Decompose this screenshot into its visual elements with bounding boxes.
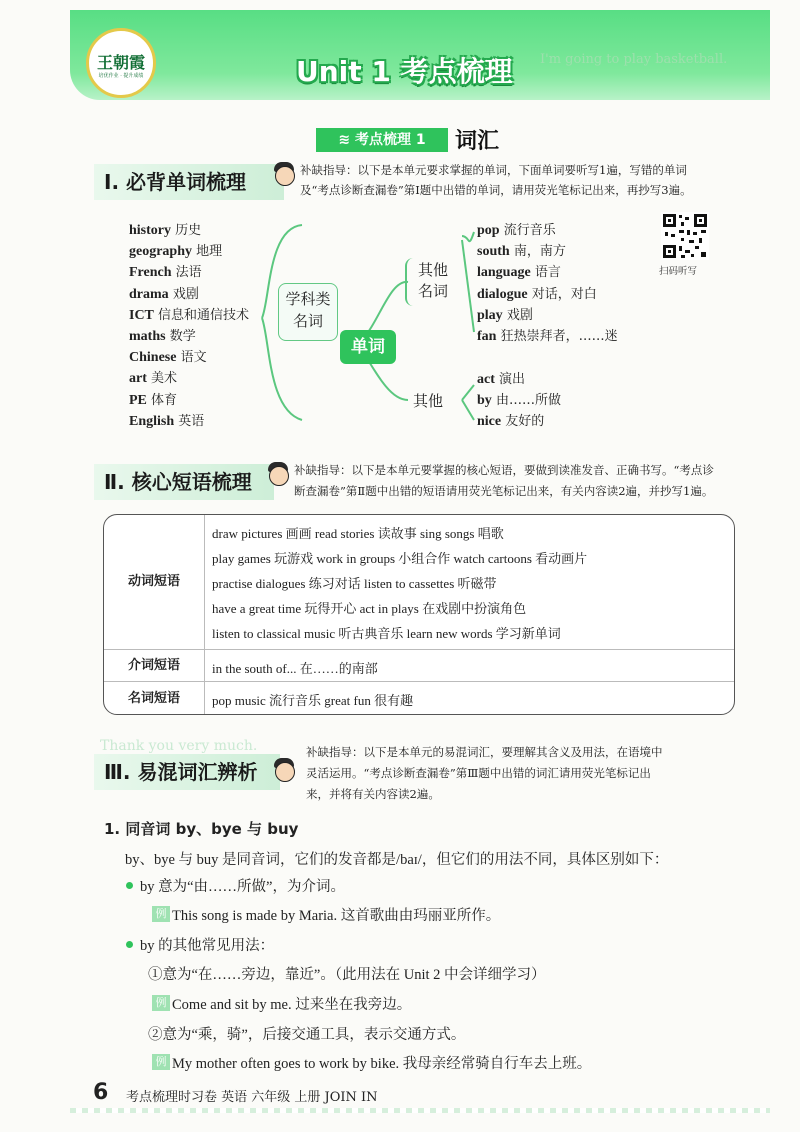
subject-word-list: [129, 220, 249, 432]
part2-note-line1: 补缺指导：以下是本单元要掌握的核心短语，要做到读准发音、正确书写。“考点诊: [294, 463, 714, 477]
others-list: [477, 369, 561, 433]
page-title: Unit 1 考点梳理: [296, 55, 513, 88]
usage-line: ①意为“在……旁边，靠近”。（此用法在 Unit 2 中会详细学习）: [148, 967, 546, 983]
usage-line: ②意为“乘，骑”，后接交通工具，表示交通方式。: [148, 1027, 466, 1043]
phrase-line: play games 玩游戏 work in groups 小组合作 watch cartoons 看动画片: [212, 551, 588, 566]
phrase-line: pop music 流行音乐 great fun 很有趣: [212, 693, 414, 708]
phrase-table: [103, 514, 735, 715]
node-others: 其他: [413, 392, 444, 410]
node-other-nouns: 其他 名词: [405, 258, 459, 306]
bullet-text: by 的其他常见用法：: [140, 938, 275, 954]
word-item: English 英语: [129, 413, 205, 429]
section-tag-label: 考点梳理 1: [354, 132, 426, 148]
word-item: history 历史: [129, 223, 202, 238]
bullet-dot: [126, 882, 133, 889]
banner-faint-sentence: I'm going to play basketball.: [540, 52, 728, 67]
word-item: ICT 信息和通信技术: [129, 307, 250, 323]
part3-note-line1: 补缺指导：以下是本单元的易混词汇，要理解其含义及用法，在语境中: [306, 745, 663, 759]
word-item: by 由……所做: [477, 393, 561, 409]
part1-note-line1: 补缺指导：以下是本单元要求掌握的单词，下面单词要听写1遍，写错的单词: [300, 163, 687, 177]
student-icon: [272, 756, 296, 784]
phrase-line: in the south of... 在……的南部: [212, 661, 378, 676]
part3-faint-text: Thank you very much.: [100, 738, 258, 754]
word-item: art 美术: [129, 371, 178, 387]
word-item: maths 数学: [129, 329, 196, 345]
phrase-line: listen to classical music 听古典音乐 learn new words 学习新单词: [212, 626, 561, 641]
qr-code[interactable]: [661, 212, 709, 260]
word-item: act 演出: [477, 372, 526, 387]
other-noun-list: [477, 220, 618, 347]
part3-note-line3: 来，并将有关内容读2遍。: [306, 787, 440, 801]
part2-note-line2: 断查漏卷”第Ⅱ题中出错的短语请用荧光笔标记出来，有关内容读2遍，并抄写1遍。: [294, 484, 714, 498]
part1-note-line2: 及“考点诊断查漏卷”第Ⅰ题中出错的单词，请用荧光笔标记出来，再抄写3遍。: [300, 183, 692, 197]
footer-text: 考点梳理时习卷 英语 六年级 上册 JOIN IN: [126, 1090, 378, 1105]
wave-icon: ≋: [338, 132, 355, 148]
example-tag: 例: [152, 995, 170, 1011]
table-row: [104, 649, 734, 682]
phrase-line: practise dialogues 练习对话 listen to cassettes 听磁带: [212, 576, 497, 591]
word-item: pop 流行音乐: [477, 223, 556, 238]
phrase-line: draw pictures 画画 read stories 读故事 sing songs 唱歌: [212, 526, 504, 541]
example-sentence: My mother often goes to work by bike. 我母亲经常骑自行车去上班。: [172, 1056, 592, 1072]
table-row: [104, 515, 734, 649]
part1-heading: Ⅰ. 必背单词梳理: [94, 164, 284, 200]
part2-heading: Ⅱ. 核心短语梳理: [94, 464, 274, 500]
word-item: PE 体育: [129, 392, 178, 408]
example-tag: 例: [152, 906, 170, 922]
brand-logo-text: 王朝霞: [96, 53, 145, 72]
node-center-words: 单词: [340, 330, 396, 364]
bullet-dot: [126, 941, 133, 948]
word-item: dialogue 对话，对白: [477, 286, 597, 302]
node-subject-nouns: 学科类 名词: [278, 283, 338, 341]
word-item: drama 戏剧: [129, 286, 199, 302]
table-row: [104, 681, 734, 715]
word-item: fan 狂热崇拜者，……迷: [477, 329, 618, 345]
content-intro: by、bye 与 buy 是同音词，它们的发音都是/baɪ/，但它们的用法不同，具体区别如下：: [125, 852, 669, 868]
word-item: language 语言: [477, 265, 561, 281]
phrase-line: have a great time 玩得开心 act in plays 在戏剧中扮演角色: [212, 601, 527, 616]
example-sentence: This song is made by Maria. 这首歌曲由玛丽亚所作。: [172, 908, 501, 924]
row-label: 动词短语: [104, 515, 205, 649]
word-item: south 南，南方: [477, 244, 566, 260]
content-heading: 1. 同音词 by、bye 与 buy: [104, 820, 299, 838]
part3-heading: Ⅲ. 易混词汇辨析: [94, 754, 280, 790]
brand-logo-subtext: 培优作业 · 提升成绩: [98, 73, 144, 79]
section-word: 词汇: [455, 129, 500, 154]
page-number: 6: [93, 1080, 109, 1105]
word-item: nice 友好的: [477, 414, 545, 430]
qr-caption: 扫码听写: [659, 266, 698, 277]
bullet-text: by 意为“由……所做”，为介词。: [140, 879, 345, 895]
word-item: French 法语: [129, 265, 202, 281]
word-item: Chinese 语文: [129, 350, 207, 366]
row-label: 名词短语: [104, 682, 205, 715]
example-tag: 例: [152, 1054, 170, 1070]
example-sentence: Come and sit by me. 过来坐在我旁边。: [172, 997, 412, 1013]
word-item: geography 地理: [129, 244, 223, 260]
word-item: play 戏剧: [477, 307, 533, 323]
student-icon: [266, 460, 290, 488]
row-label: 介词短语: [104, 650, 205, 682]
part3-note-line2: 灵活运用。“考点诊断查漏卷”第Ⅲ题中出错的词汇请用荧光笔标记出: [306, 766, 651, 780]
footer-rule: [70, 1108, 770, 1113]
